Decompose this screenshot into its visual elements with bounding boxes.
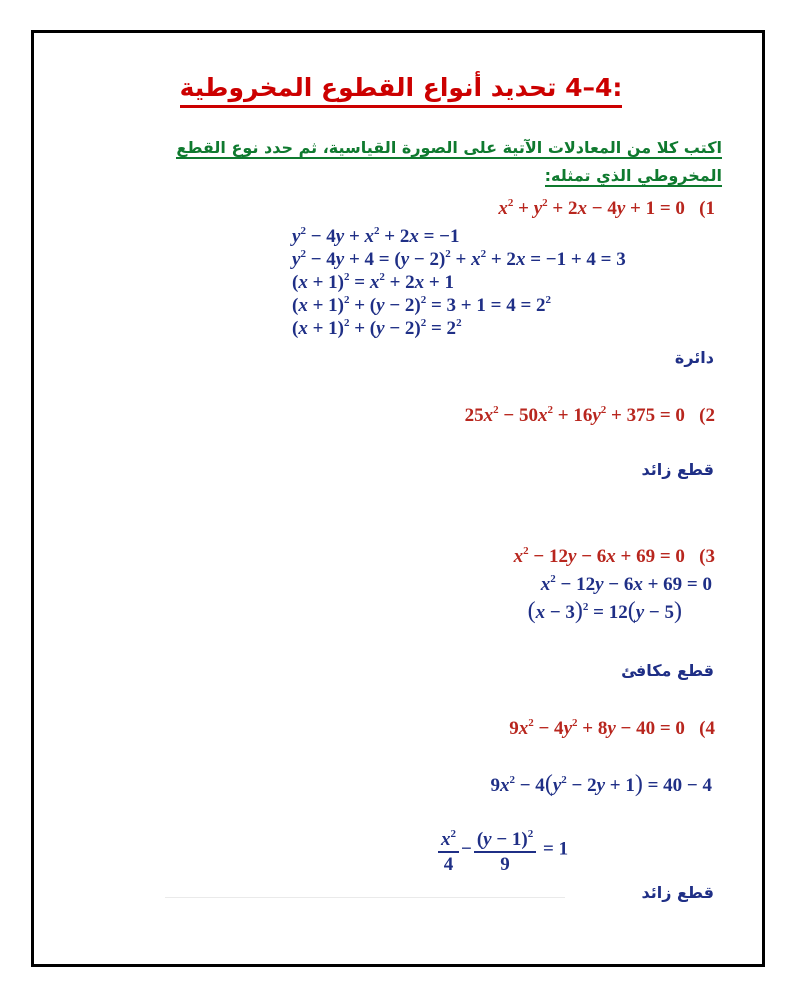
problem-2-answer: قطع زائد [641, 460, 714, 479]
title-text: تحديد أنواع القطوع المخروطية [179, 73, 557, 102]
problem-2-number: (2 [699, 405, 715, 426]
problem-3-step-1: $x^2 - 12y - 6x + 69 = 0$ [540, 573, 712, 595]
bottom-blank-strip [165, 897, 565, 932]
problem-1-step-2: $y^2 - 4y + 4 = (y - 2)^2 + x^2 + 2x = -1 + 4 = 3$ [292, 248, 626, 270]
page-title [34, 73, 768, 102]
problem-3-number: (3 [699, 546, 715, 567]
fraction-x-squared-over-4: $\frac{x^2}{4}$ [438, 823, 459, 877]
problem-3-step-2: $(x - 3)^2 = 12(y - 5)$ [527, 598, 682, 624]
problem-4-number: (4 [699, 718, 715, 739]
problem-1-equation: $x^2 + y^2 + 2x - 4y + 1 = 0$ (1 [498, 197, 715, 219]
problem-1-step-1: $y^2 - 4y + x^2 + 2x = -1$ [292, 225, 460, 247]
title-number: 4–4: [565, 73, 623, 102]
problem-4-step-2: $\frac{x^2}{4}$ − $\frac{(y - 1)^2}{9}$ = 1 [436, 823, 568, 877]
problem-4-step-1: $9x^2 - 4(y^2 - 2y + 1) = 40 - 4$ [490, 771, 712, 797]
problem-1-number: (1 [699, 198, 715, 219]
instruction-line-2 [545, 166, 722, 185]
problem-1-step-3: $(x + 1)^2 = x^2 + 2x + 1$ [292, 271, 454, 293]
instruction-text-1: اكتب كلا من المعادلات الآتية على الصورة القياسية، ثم حدد نوع القطع [176, 138, 722, 157]
problem-3-answer: قطع مكافئ [621, 661, 714, 680]
problem-4-answer: قطع زائد [641, 883, 714, 902]
problem-1-answer: دائرة [674, 348, 714, 367]
instruction-line-1 [176, 138, 722, 157]
page-frame [31, 30, 765, 967]
problem-1-step-4: $(x + 1)^2 + (y - 2)^2 = 3 + 1 = 4 = 2^2$ [292, 294, 552, 316]
instruction-text-2: المخروطي الذي تمثله: [544, 166, 722, 185]
title-underline [180, 73, 623, 108]
fraction-y-minus-1-squared-over-9: $\frac{(y - 1)^2}{9}$ [474, 823, 536, 877]
problem-2-equation: $25x^2 - 50x^2 + 16y^2 + 375 = 0$ (2 [464, 404, 715, 426]
problem-3-equation: $x^2 - 12y - 6x + 69 = 0$ (3 [513, 545, 715, 567]
problem-4-equation: $9x^2 - 4y^2 + 8y - 40 = 0$ (4 [509, 717, 715, 739]
problem-1-step-5: $(x + 1)^2 + (y - 2)^2 = 2^2$ [292, 317, 462, 339]
